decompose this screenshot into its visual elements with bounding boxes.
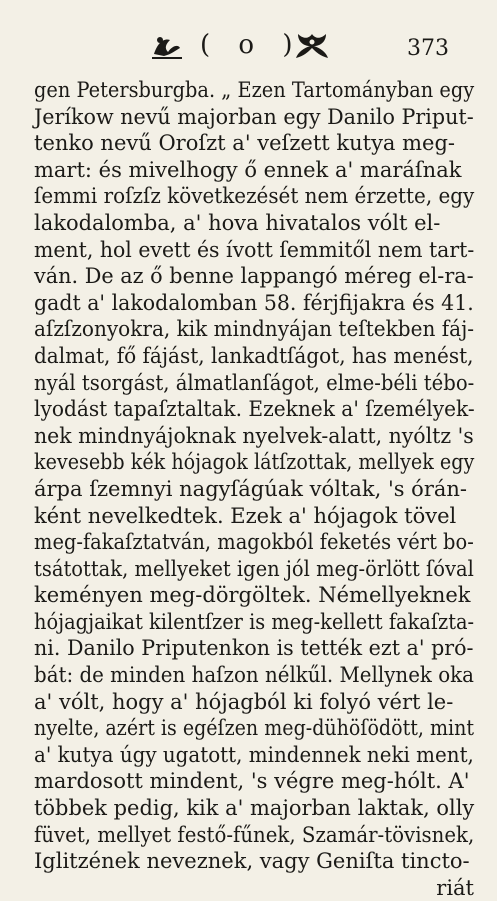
text-line: lakodalomba, a' hova hivatalos vólt el- bbox=[34, 210, 441, 235]
text-line: gadt a' lakodalomban 58. férjfijakra és 41. bbox=[34, 290, 474, 315]
text-line: ván. De az ő benne lappangó méreg el-ra- bbox=[34, 264, 474, 289]
text-line: meg-fakaſztatván, magokból feketés vért bo- bbox=[34, 530, 474, 555]
text-line: mardosott mindent, 's végre meg-hólt. A' bbox=[34, 769, 470, 794]
text-line: hójagjaikat kilentſzer is meg-kellett fakaſzta- bbox=[34, 609, 475, 634]
text-line: lyodást tapaſztaltak. Ezeknek a' ſzemélyek- bbox=[34, 397, 475, 422]
page-header bbox=[0, 28, 497, 68]
text-line: tsátottak, mellyeket igen jól meg-örlött ſóval bbox=[34, 556, 474, 581]
body-text bbox=[34, 77, 474, 901]
text-line: nyelte, azért is egéſzen meg-dühöſödött, mint bbox=[34, 716, 475, 741]
fleuron-right-icon bbox=[292, 30, 332, 62]
text-line: többek pedig, kik a' majorban laktak, olly bbox=[34, 796, 475, 821]
text-line: gen Petersburgba. „ Ezen Tartományban egy bbox=[34, 78, 475, 102]
text-line: keményen meg-dörgöltek. Némellyeknek bbox=[34, 583, 471, 608]
text-line: ni. Danilo Priputenkon is tették ezt a' pró- bbox=[34, 636, 474, 661]
text-line: dalmat, fő fájást, lankadtſágot, has menést, bbox=[34, 343, 474, 368]
text-line: aſzſzonyokra, kik mindnyájan teſtekben fáj- bbox=[34, 317, 475, 342]
text-line: nek mindnyájoknak nyelvek-alatt, nyóltz 's bbox=[34, 423, 474, 448]
text-line-last: riát bbox=[436, 875, 474, 900]
text-line: árpa ſzemnyi nagyſágúak vóltak, 's órán- bbox=[34, 476, 467, 501]
text-line: füvet, mellyet festő-fűnek, Szamár-tövisnek, bbox=[34, 822, 475, 847]
text-line: Jeríkow nevű majorban egy Danilo Priput- bbox=[34, 104, 474, 129]
fleuron-left-icon bbox=[150, 32, 184, 60]
page-number: 373 bbox=[407, 36, 449, 61]
text-line: tenko nevű Oroſzt a' veſzett kutya meg- bbox=[34, 131, 456, 156]
text-line: mart: és mivelhogy ő ennek a' maráſnak bbox=[34, 157, 462, 182]
text-line: nyál tsorgást, álmatlanſágot, elme-béli tébo- bbox=[34, 370, 475, 395]
text-line: kevesebb kék hójagok látſzottak, mellyek egy bbox=[34, 450, 475, 475]
text-line: a' vólt, hogy a' hójagból ki folyó vért le- bbox=[34, 689, 454, 714]
text-line: Iglitzének neveznek, vagy Geniſta tincto- bbox=[34, 849, 470, 874]
text-line: bát: de minden haſzon nélkűl. Mellynek oka bbox=[34, 663, 475, 688]
header-ornament-text: ( o ) bbox=[200, 30, 303, 60]
text-line: ként nevelkedtek. Ezek a' hójagok tövel bbox=[34, 503, 457, 528]
text-line: ſemmi roſzſz következését nem érzette, egy bbox=[34, 184, 475, 209]
text-line: a' kutya úgy ugatott, mindennek neki ment, bbox=[34, 742, 474, 767]
text-line: ment, hol evett és ívott ſemmitől nem tart- bbox=[34, 237, 475, 262]
